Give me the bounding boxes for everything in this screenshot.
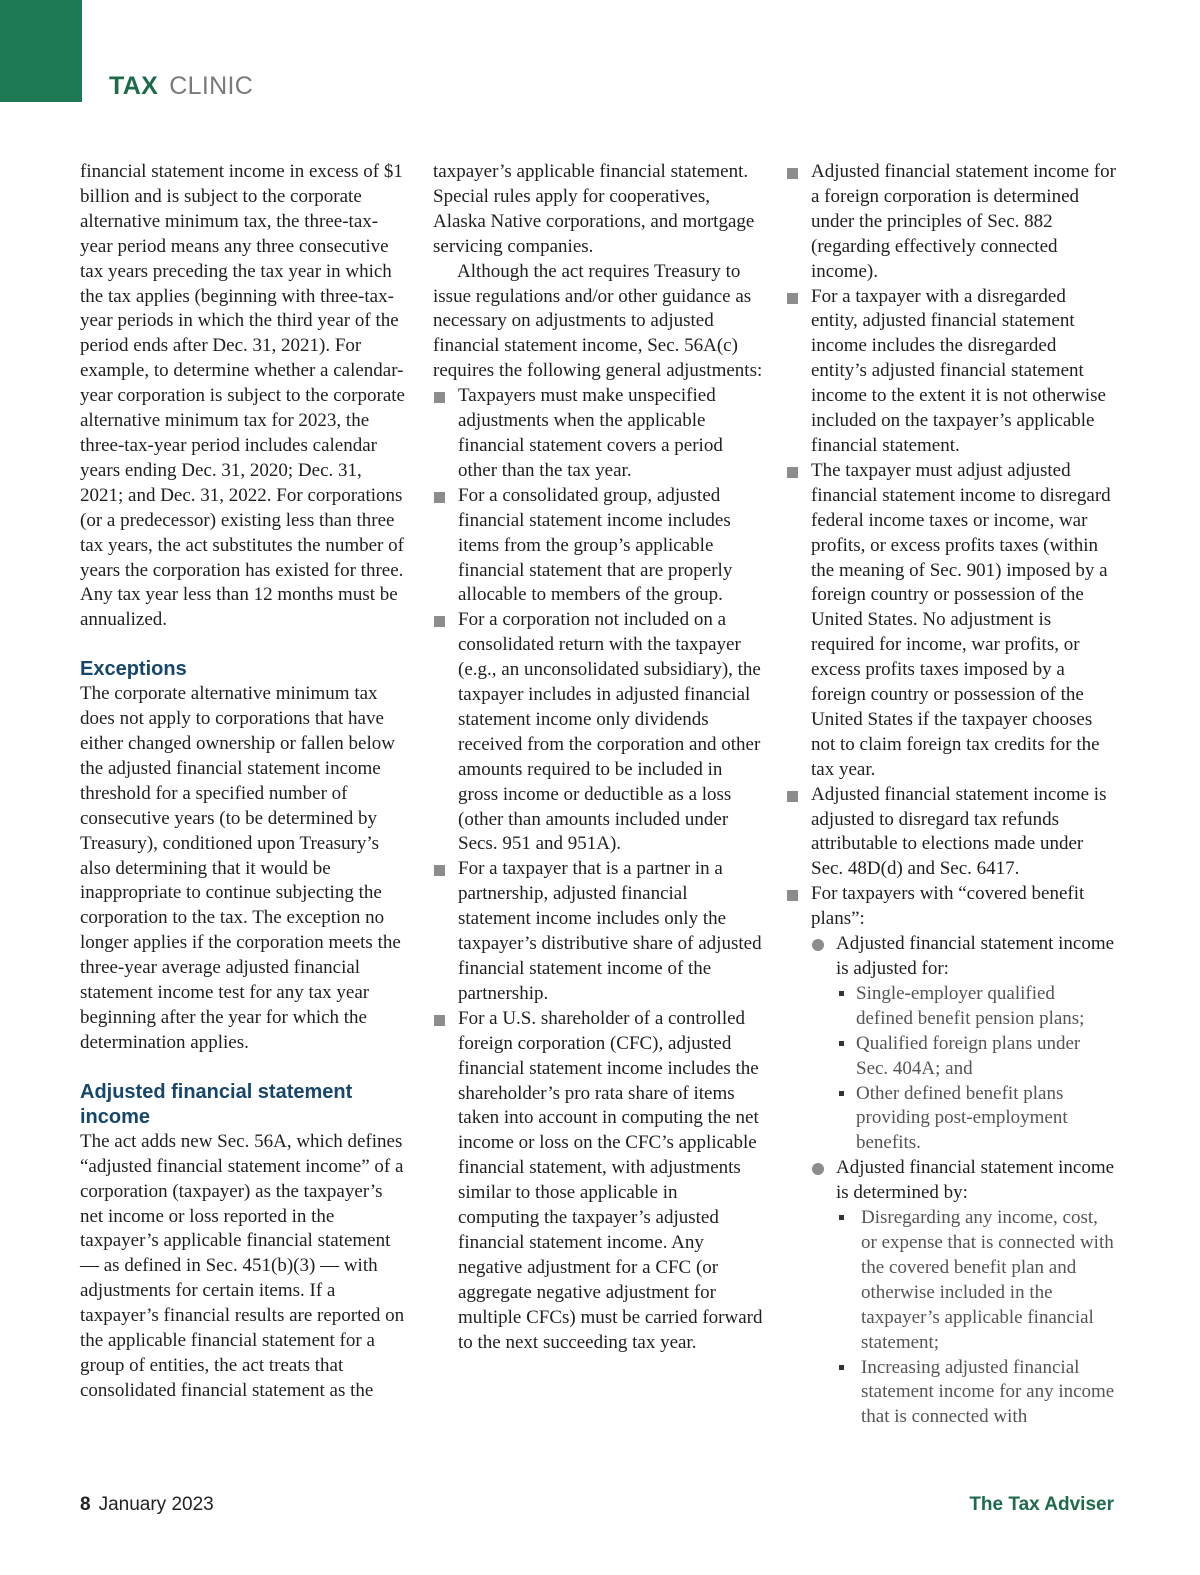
list-item: For a taxpayer with a disregarded entity, adjusted financial statement income includes the disregarded entity’s adjusted financial statement income to the extent it is not otherwise included on the taxpayer’s applicable financial statement. xyxy=(786,285,1116,459)
sub-list-item: Disregarding any income, cost, or expense that is connected with the covered benefit plan and otherwise included in the taxpayer’s applicable financial statement; xyxy=(836,1206,1116,1355)
column-3 xyxy=(786,160,1116,1430)
heading-adjusted-financial-statement-income: Adjusted financial statement income xyxy=(80,1080,353,1128)
list-item: For a corporation not included on a consolidated return with the taxpayer (e.g., an unconsolidated subsidiary), the taxpayer includes in adjusted financial statement income only dividends received from the corporation and other amounts required to be included in gross income or deductible as a loss (other than amounts included under Secs. 951 and 951A). xyxy=(433,608,763,857)
list-item: For a U.S. shareholder of a controlled foreign corporation (CFC), adjusted financial statement income includes the shareholder’s pro rata share of items taken into account in computing the net income or loss on the CFC’s applicable financial statement, with adjustments similar to those applicable in computing the taxpayer’s adjusted financial statement income. Any negative adjustment for a CFC (or aggregate negative adjustment for multiple CFCs) must be carried forward to the next succeeding tax year. xyxy=(433,1007,763,1356)
column-2 xyxy=(433,160,763,1356)
sub-list-item: Qualified foreign plans under Sec. 404A; and xyxy=(836,1032,1116,1082)
issue-date: January 2023 xyxy=(98,1494,214,1515)
sub-list xyxy=(836,982,1116,1156)
adjustments-list xyxy=(433,384,763,1355)
list-item-text: For taxpayers with “covered benefit plans”: xyxy=(811,883,1085,930)
list-item: Adjusted financial statement income for a foreign corporation is determined under the principles of Sec. 882 (regarding effectively connected income). xyxy=(786,160,1116,285)
covered-benefit-plans-list xyxy=(811,932,1116,1430)
section-title-strong: TAX xyxy=(109,72,159,100)
paragraph: The corporate alternative minimum tax does not apply to corporations that have either changed ownership or fallen below the adjusted financial statement income threshold for a specified number of consecutive years (to be determined by Treasury), conditioned upon Treasury’s also determining that it would be inappropriate to continue subjecting the corporation to the tax. The exception no longer applies if the corporation meets the three-year average adjusted financial statement income test for any tax year beginning after the year for which the determination applies. xyxy=(80,683,401,1053)
heading-exceptions: Exceptions xyxy=(80,658,187,681)
list-item: For a consolidated group, adjusted financial statement income includes items from the group’s applicable financial statement that are properly allocable to members of the group. xyxy=(433,484,763,609)
section-title xyxy=(109,74,253,99)
adjustments-list-continued xyxy=(786,160,1116,1430)
paragraph: financial statement income in excess of $1 billion and is subject to the corporate alternative minimum tax, the three-tax-year period means any three consecutive tax years preceding the tax year in which the tax applies (beginning with three-tax-year periods in which the third year of the period ends after Dec. 31, 2021). For example, to determine whether a calendar-year corporation is subject to the corporate alternative minimum tax for 2023, the three-tax-year period includes calendar years ending Dec. 31, 2020; Dec. 31, 2021; and Dec. 31, 2022. For corporations (or a predecessor) existing less than three tax years, the act substitutes the number of years the corporation has existed for three. Any tax year less than 12 months must be annualized. xyxy=(80,161,405,631)
sub-list-item: Single-employer qualified defined benefit pension plans; xyxy=(836,982,1116,1032)
column-1 xyxy=(80,160,406,1404)
list-item-text: Adjusted financial statement income is adjusted for: xyxy=(836,933,1115,979)
list-item: Taxpayers must make unspecified adjustments when the applicable financial statement covers a period other than the tax year. xyxy=(433,384,763,484)
corner-accent-block xyxy=(0,0,82,102)
sub-list-item: Other defined benefit plans providing post-employment benefits. xyxy=(836,1082,1116,1157)
list-item: The taxpayer must adjust adjusted financial statement income to disregard federal income taxes or income, war profits, or excess profits taxes (within the meaning of Sec. 901) imposed by a foreign country or possession of the United States. No adjustment is required for income, war profits, or excess profits taxes imposed by a foreign country or possession of the United States if the taxpayer chooses not to claim foreign tax credits for the tax year. xyxy=(786,459,1116,783)
paragraph: Although the act requires Treasury to issue regulations and/or other guidance as necessary on adjustments to adjusted financial statement income, Sec. 56A(c) requires the following general adjustments: xyxy=(433,260,763,382)
paragraph: The act adds new Sec. 56A, which defines “adjusted financial statement income” of a corporation (taxpayer) as the taxpayer’s net income or loss reported in the taxpayer’s applicable financial statement — as defined in Sec. 451(b)(3) — with adjustments for certain items. If a taxpayer’s financial results are reported on the applicable financial statement for a group of entities, the act treats that consolidated financial statement as the xyxy=(80,1130,405,1401)
list-item xyxy=(786,882,1116,1430)
sub-list xyxy=(836,1206,1116,1430)
list-item xyxy=(811,1156,1116,1430)
section-title-light: CLINIC xyxy=(169,72,254,100)
list-item: For a taxpayer that is a partner in a partnership, adjusted financial statement income includes only the taxpayer’s distributive share of adjusted financial statement income of the partnership. xyxy=(433,857,763,1006)
paragraph: taxpayer’s applicable financial statement. Special rules apply for cooperatives, Alaska Native corporations, and mortgage servicing companies. xyxy=(433,161,755,257)
footer-page-info xyxy=(80,1494,214,1516)
publication-name: The Tax Adviser xyxy=(969,1494,1114,1515)
sub-list-item: Increasing adjusted financial statement income for any income that is connected with xyxy=(836,1356,1116,1431)
list-item: Adjusted financial statement income is adjusted to disregard tax refunds attributable to elections made under Sec. 48D(d) and Sec. 6417. xyxy=(786,783,1116,883)
page-number: 8 xyxy=(80,1494,91,1515)
list-item-text: Adjusted financial statement income is determined by: xyxy=(836,1157,1115,1204)
list-item xyxy=(811,932,1116,1156)
